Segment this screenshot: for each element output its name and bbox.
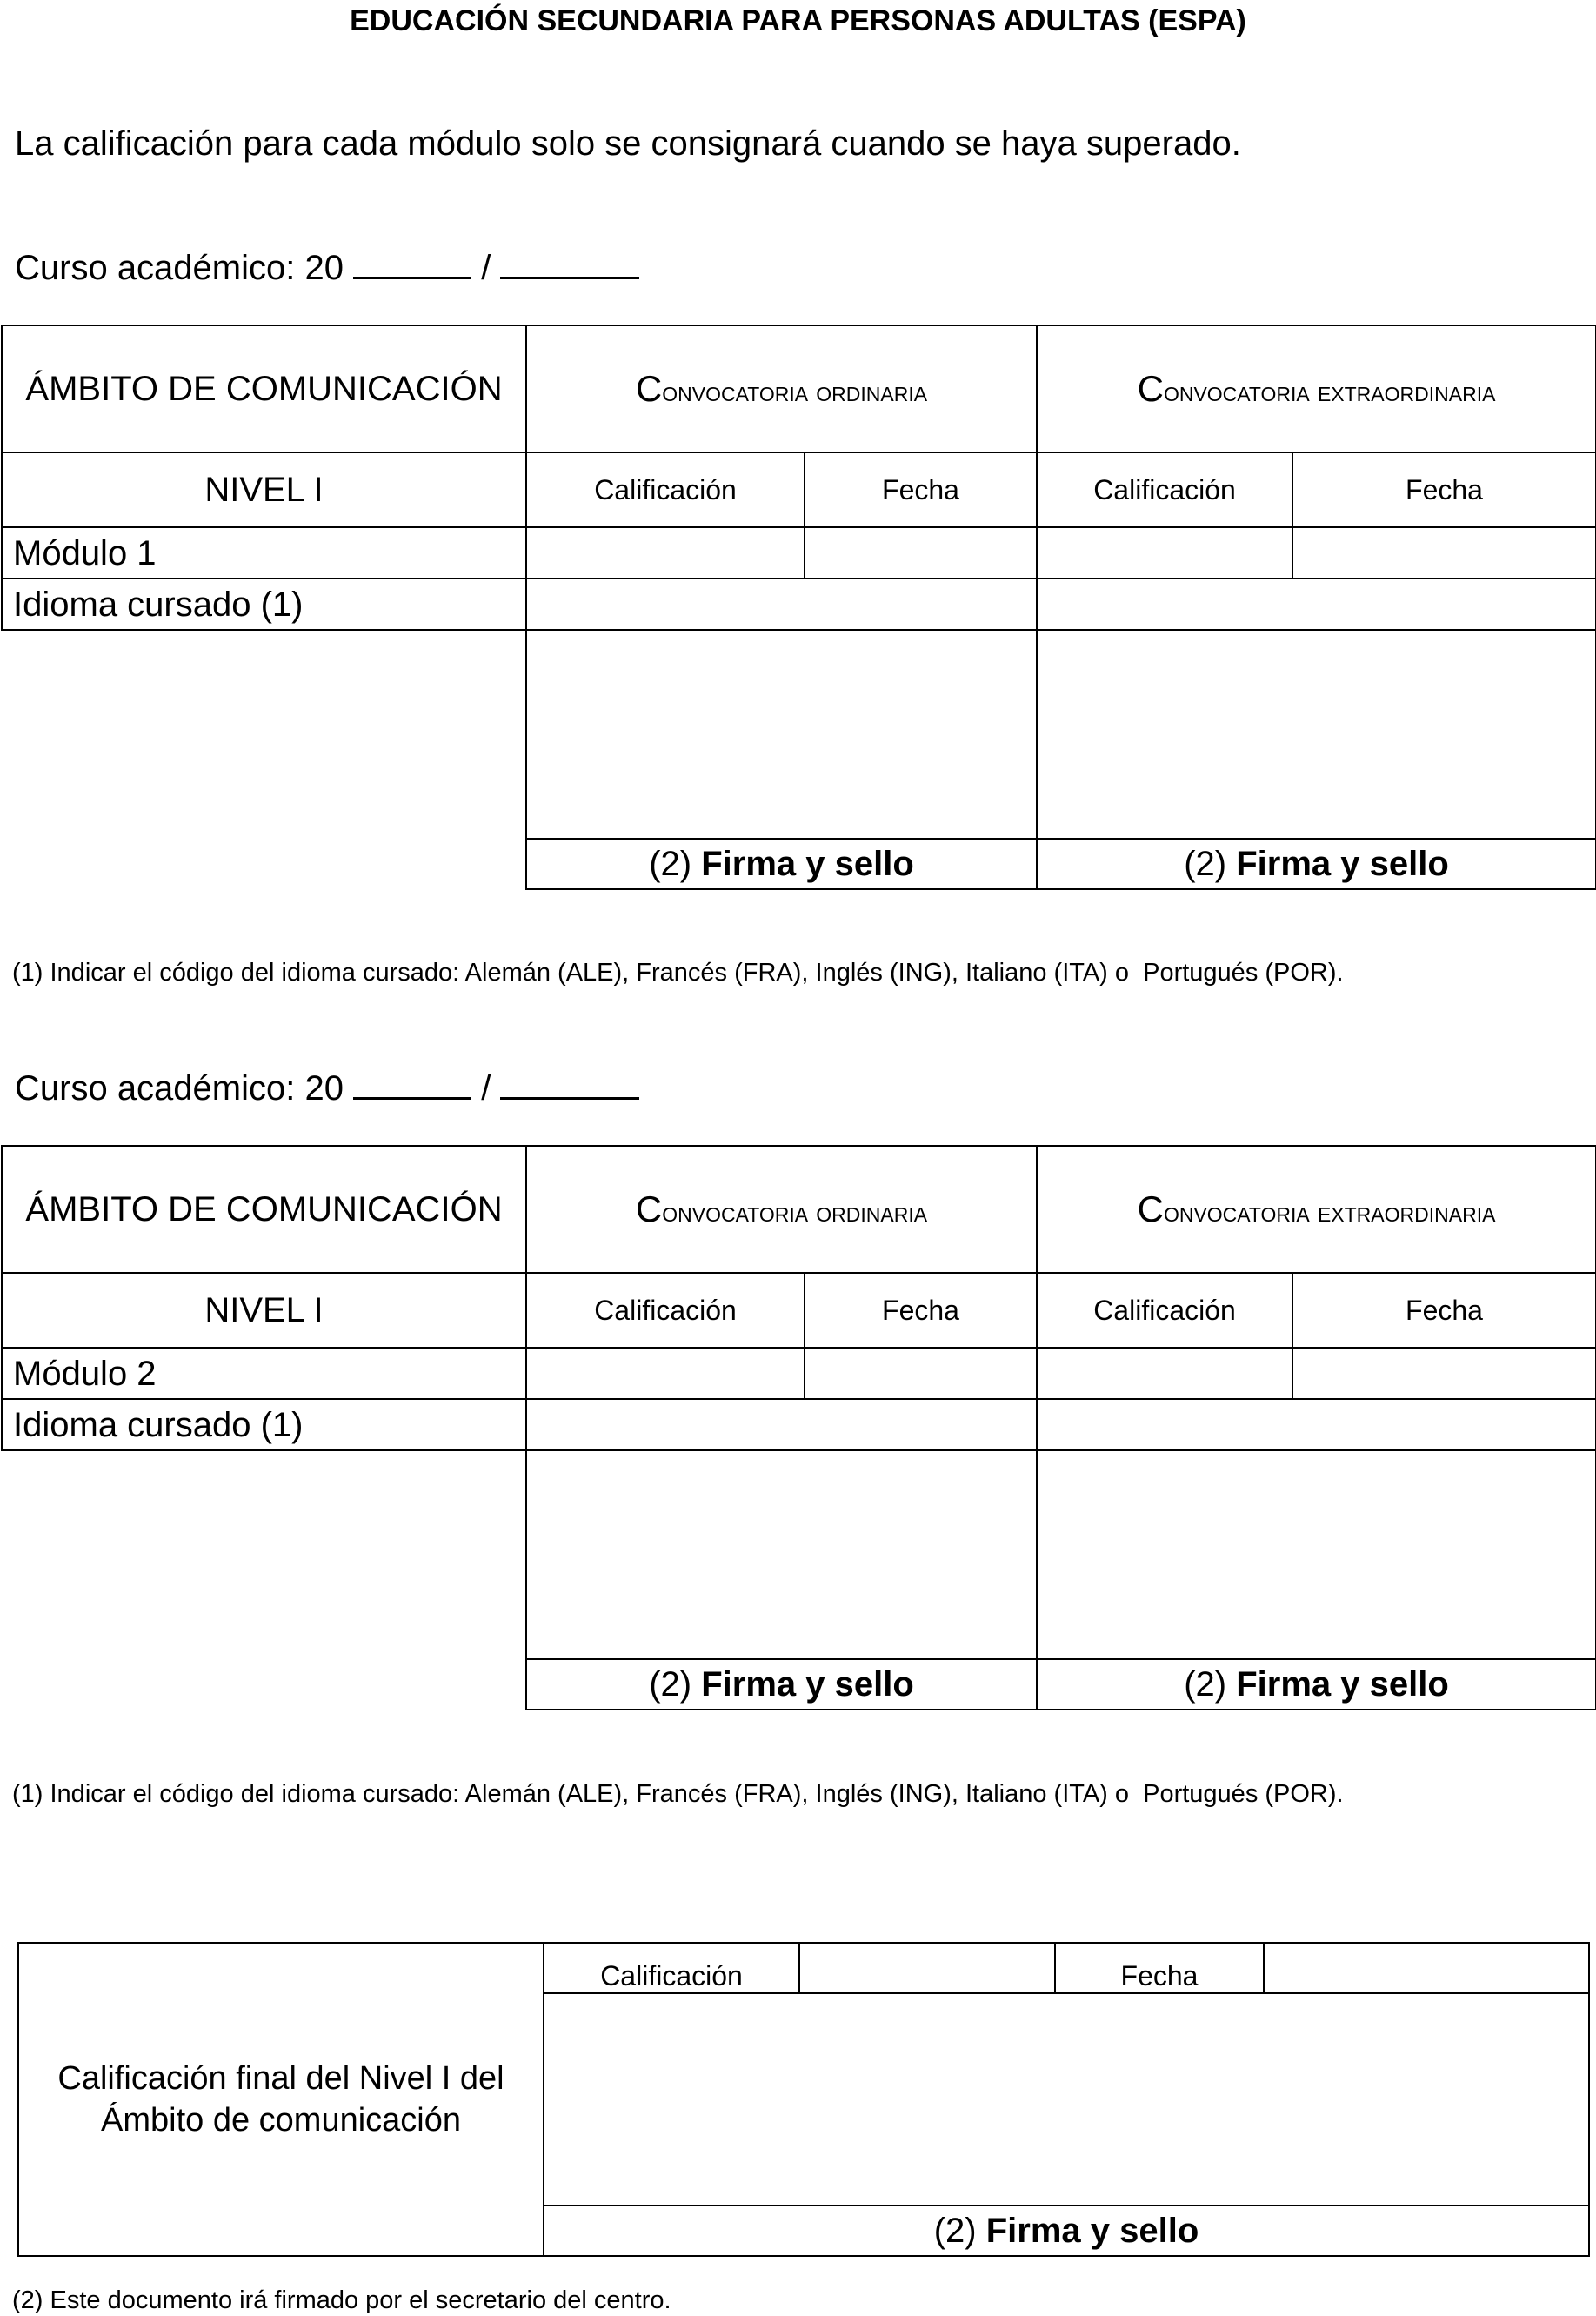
fecha-ordinaria-cell[interactable] [805, 527, 1037, 579]
idioma-label: Idioma cursado (1) [2, 579, 526, 630]
footnote-secretario: (2) Este documento irá firmado por el secretario del centro. [12, 2286, 671, 2314]
grades-table-2 [1, 1145, 1596, 1710]
firma-sello-ordinaria: (2) Firma y sello [526, 839, 1037, 889]
curso-separator: / [481, 249, 491, 287]
calificacion-extraordinaria-header: Calificación [1037, 1273, 1292, 1348]
fecha-extraordinaria-cell[interactable] [1292, 1348, 1596, 1399]
final-signature-area[interactable] [544, 1993, 1589, 2206]
idioma-extraordinaria-cell[interactable] [1037, 579, 1596, 630]
final-firma-sello: (2) Firma y sello [544, 2206, 1589, 2256]
final-fecha-header: Fecha [1055, 1943, 1264, 1993]
curso-year-start-blank[interactable] [353, 1068, 471, 1100]
final-fecha-cell[interactable] [1264, 1943, 1589, 1993]
calificacion-extraordinaria-header: Calificación [1037, 452, 1292, 527]
fecha-ordinaria-header: Fecha [805, 1273, 1037, 1348]
ambito-header: ÁMBITO DE COMUNICACIÓN [2, 1146, 526, 1273]
idioma-ordinaria-cell[interactable] [526, 1399, 1037, 1450]
convocatoria-extraordinaria-header: Convocatoria extraordinaria [1037, 1146, 1596, 1273]
ambito-header: ÁMBITO DE COMUNICACIÓN [2, 325, 526, 452]
curso-academico-2 [15, 1067, 639, 1110]
curso-academico-1 [15, 246, 639, 290]
signature-area-extraordinaria[interactable] [1037, 1450, 1596, 1659]
document-title: EDUCACIÓN SECUNDARIA PARA PERSONAS ADULTAS (ESPA) [350, 4, 1246, 37]
calificacion-ordinaria-cell[interactable] [526, 527, 805, 579]
final-grade-label: Calificación final del Nivel I del Ámbito de comunicación [18, 1943, 544, 2256]
curso-year-end-blank[interactable] [500, 1068, 639, 1100]
convocatoria-ordinaria-header: Convocatoria ordinaria [526, 325, 1037, 452]
fecha-ordinaria-cell[interactable] [805, 1348, 1037, 1399]
modulo-label: Módulo 2 [2, 1348, 526, 1399]
curso-label: Curso académico: 20 [15, 249, 344, 287]
calificacion-ordinaria-header: Calificación [526, 452, 805, 527]
grades-table-1 [1, 325, 1596, 890]
signature-area-extraordinaria[interactable] [1037, 630, 1596, 839]
convocatoria-extraordinaria-header: Convocatoria extraordinaria [1037, 325, 1596, 452]
idioma-label: Idioma cursado (1) [2, 1399, 526, 1450]
convocatoria-ordinaria-header: Convocatoria ordinaria [526, 1146, 1037, 1273]
curso-year-start-blank[interactable] [353, 247, 471, 279]
curso-label: Curso académico: 20 [15, 1069, 344, 1108]
modulo-label: Módulo 1 [2, 527, 526, 579]
signature-area-ordinaria[interactable] [526, 1450, 1037, 1659]
fecha-extraordinaria-header: Fecha [1292, 1273, 1596, 1348]
firma-sello-extraordinaria: (2) Firma y sello [1037, 839, 1596, 889]
calificacion-ordinaria-header: Calificación [526, 1273, 805, 1348]
fecha-ordinaria-header: Fecha [805, 452, 1037, 527]
idioma-ordinaria-cell[interactable] [526, 579, 1037, 630]
intro-text: La calificación para cada módulo solo se consignará cuando se haya superado. [15, 124, 1241, 163]
final-grade-table [17, 1942, 1590, 2257]
footnote-idioma-1: (1) Indicar el código del idioma cursado: Alemán (ALE), Francés (FRA), Inglés (ING), Italiano (ITA) o Portugués (POR). [12, 959, 1344, 987]
nivel-label: NIVEL I [2, 452, 526, 527]
calificacion-ordinaria-cell[interactable] [526, 1348, 805, 1399]
calificacion-extraordinaria-cell[interactable] [1037, 527, 1292, 579]
final-calificacion-cell[interactable] [799, 1943, 1055, 1993]
footnote-idioma-2: (1) Indicar el código del idioma cursado: Alemán (ALE), Francés (FRA), Inglés (ING), Italiano (ITA) o Portugués (POR). [12, 1780, 1344, 1808]
curso-separator: / [481, 1069, 491, 1108]
nivel-label: NIVEL I [2, 1273, 526, 1348]
idioma-extraordinaria-cell[interactable] [1037, 1399, 1596, 1450]
fecha-extraordinaria-cell[interactable] [1292, 527, 1596, 579]
fecha-extraordinaria-header: Fecha [1292, 452, 1596, 527]
final-calificacion-header: Calificación [544, 1943, 799, 1993]
signature-area-ordinaria[interactable] [526, 630, 1037, 839]
curso-year-end-blank[interactable] [500, 247, 639, 279]
firma-sello-ordinaria: (2) Firma y sello [526, 1659, 1037, 1710]
firma-sello-extraordinaria: (2) Firma y sello [1037, 1659, 1596, 1710]
calificacion-extraordinaria-cell[interactable] [1037, 1348, 1292, 1399]
